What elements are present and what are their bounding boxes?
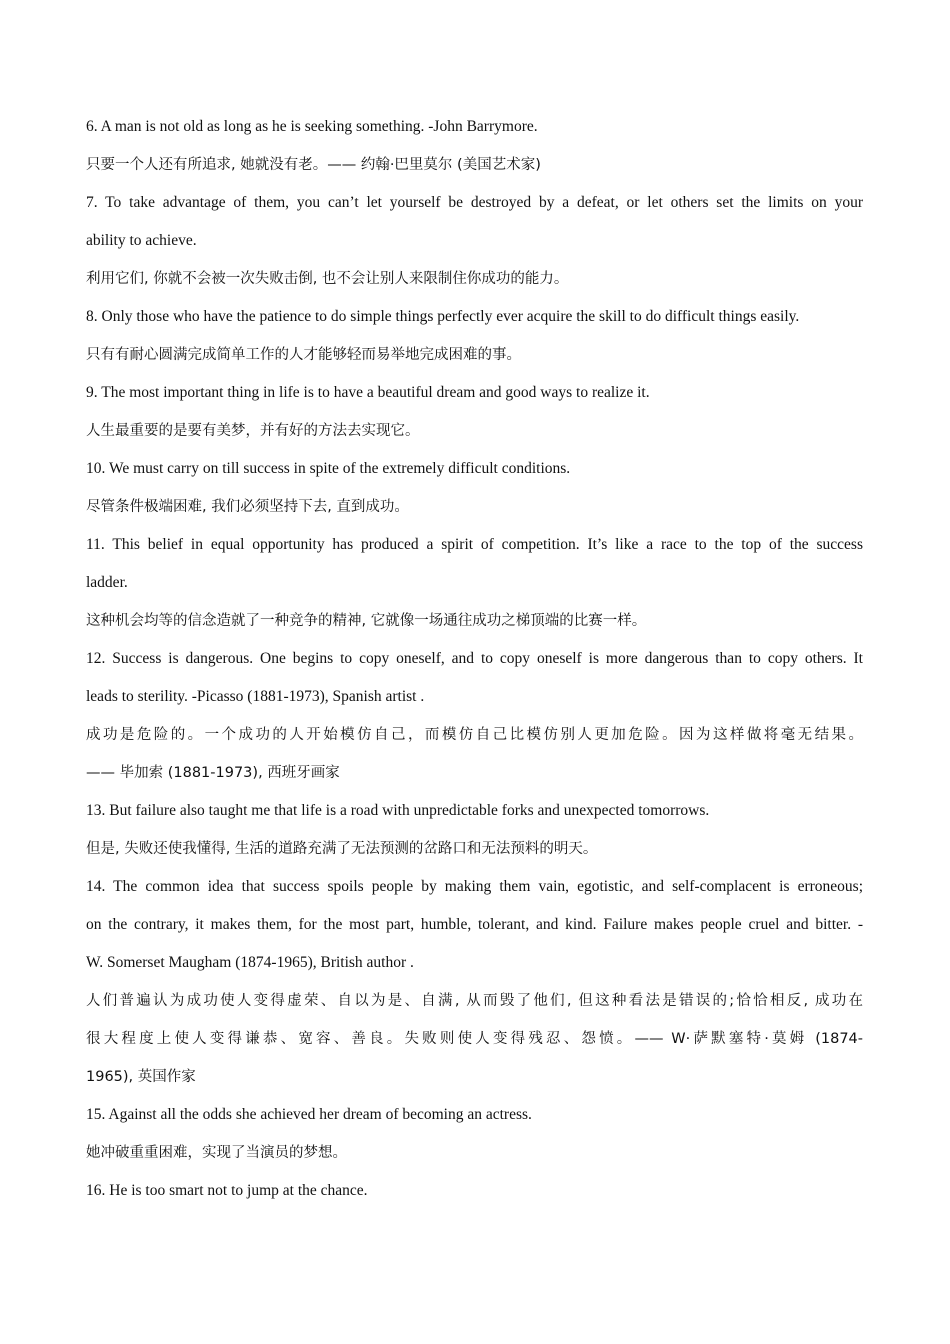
quote-12-chinese-line-1: 成功是危险的。一个成功的人开始模仿自己，而模仿自己比模仿别人更加危险。因为这样做将毫无结果。 [86, 727, 863, 743]
quote-14-chinese-line-1: 人们普遍认为成功使人变得虚荣、自以为是、自满, 从而毁了他们, 但这种看法是错误的;恰恰相反, 成功在 [86, 993, 863, 1009]
quote-7-english-line-2: ability to achieve. [86, 232, 197, 249]
quote-13-chinese: 但是, 失败还使我懂得, 生活的道路充满了无法预测的岔路口和无法预料的明天。 [86, 841, 598, 857]
quote-11-english-line-2: ladder. [86, 574, 128, 591]
quote-14-english-line-1: 14. The common idea that success spoils people by making them vain, egotistic, and self-complacent is erroneous; [86, 878, 863, 895]
quote-10-chinese: 尽管条件极端困难, 我们必须坚持下去, 直到成功。 [86, 499, 409, 515]
quote-8-chinese: 只有有耐心圆满完成简单工作的人才能够轻而易举地完成困难的事。 [86, 347, 521, 363]
quote-7-chinese: 利用它们, 你就不会被一次失败击倒, 也不会让别人来限制住你成功的能力。 [86, 271, 569, 287]
quote-8-english: 8. Only those who have the patience to do simple things perfectly ever acquire the skill to do difficult things easily. [86, 308, 800, 325]
quote-7-english-line-1: 7. To take advantage of them, you can’t let yourself be destroyed by a defeat, or let others set the limits on your [86, 194, 863, 211]
quote-16-english: 16. He is too smart not to jump at the chance. [86, 1182, 368, 1199]
quote-11-english-line-1: 11. This belief in equal opportunity has produced a spirit of competition. It’s like a race to the top of the success [86, 536, 863, 553]
quote-6-chinese: 只要一个人还有所追求, 她就没有老。—— 约翰·巴里莫尔 (美国艺术家) [86, 157, 541, 173]
quote-14-english-line-3: W. Somerset Maugham (1874-1965), British author . [86, 954, 414, 971]
quote-9-english: 9. The most important thing in life is to have a beautiful dream and good ways to realize it. [86, 384, 650, 401]
quote-12-english-line-1: 12. Success is dangerous. One begins to copy oneself, and to copy oneself is more dangerous than to copy others. It [86, 650, 863, 667]
quote-12-chinese-line-2: —— 毕加索 (1881-1973), 西班牙画家 [86, 765, 340, 781]
quote-10-english: 10. We must carry on till success in spite of the extremely difficult conditions. [86, 460, 571, 477]
quote-11-chinese: 这种机会均等的信念造就了一种竞争的精神, 它就像一场通往成功之梯顶端的比赛一样。 [86, 613, 647, 629]
quote-14-chinese-line-2: 很大程度上使人变得谦恭、宽容、善良。失败则使人变得残忍、怨愤。—— W·萨默塞特·莫姆 (1874- [86, 1031, 863, 1047]
quote-9-chinese: 人生最重要的是要有美梦，并有好的方法去实现它。 [86, 423, 420, 439]
document-page [86, 108, 863, 1210]
quote-14-english-line-2: on the contrary, it makes them, for the most part, humble, tolerant, and kind. Failure makes people cruel and bitter. - [86, 916, 863, 933]
quote-12-english-line-2: leads to sterility. -Picasso (1881-1973), Spanish artist . [86, 688, 425, 705]
quote-14-chinese-line-3: 1965), 英国作家 [86, 1069, 196, 1085]
quote-15-english: 15. Against all the odds she achieved her dream of becoming an actress. [86, 1106, 532, 1123]
quote-13-english: 13. But failure also taught me that life is a road with unpredictable forks and unexpected tomorrows. [86, 802, 710, 819]
quote-15-chinese: 她冲破重重困难，实现了当演员的梦想。 [86, 1145, 347, 1161]
quote-6-english: 6. A man is not old as long as he is seeking something. -John Barrymore. [86, 118, 538, 135]
